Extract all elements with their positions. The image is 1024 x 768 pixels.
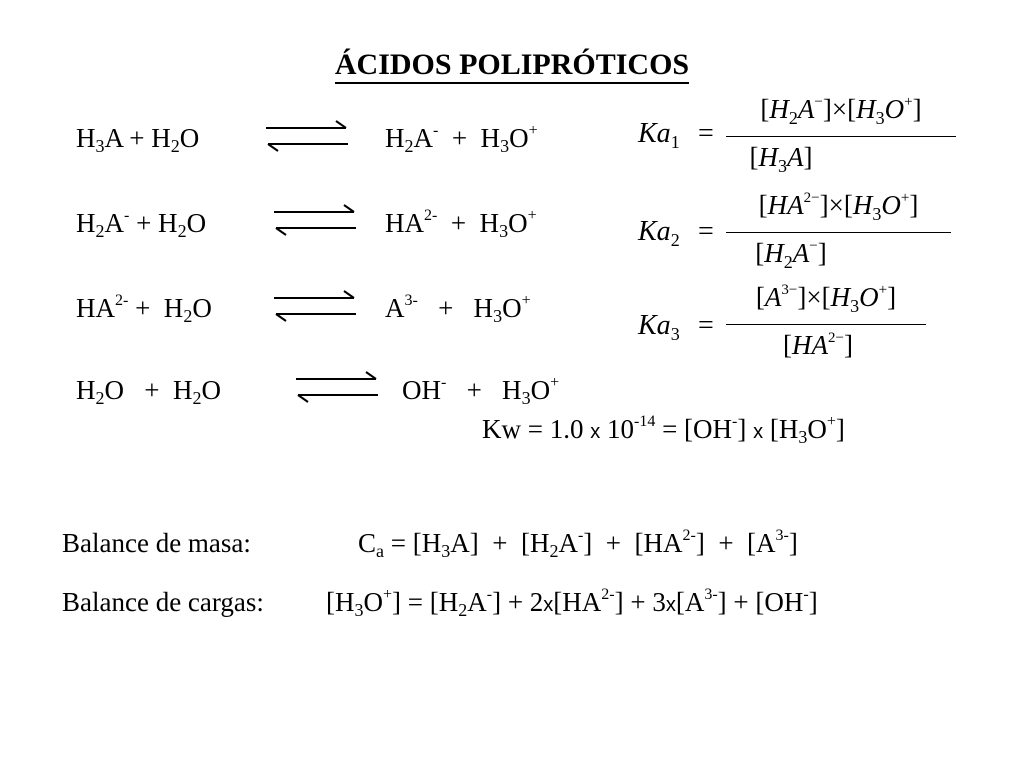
reaction-1-products: $H_2A^- + H_3O^+$	[385, 122, 538, 156]
reaction-3-products: $A^{3-} + H_3O^+$	[385, 292, 531, 326]
reaction-1-reactants: $H_3A + H_2O$	[76, 123, 200, 156]
equilibrium-arrow-icon	[292, 369, 382, 405]
reaction-4-products: $OH^- + H_3O^+$	[402, 374, 560, 408]
ka1-numerator: $[H_2A^-]\times[H_3O^+]$	[760, 94, 922, 128]
equilibrium-arrow-icon	[262, 118, 352, 154]
mass-balance-expression: $C_a = [H_3A] + [H_2A^-] + [HA^{2-}] + [A^{3-}]$	[358, 527, 798, 561]
ka1-denominator: $[H_3A]$	[749, 142, 813, 176]
reaction-2-reactants: $H_2A^- + H_2O$	[76, 207, 207, 241]
ka1-expression: $Ka_1$ = $[H_2A^-]\times[H_3O^+]$ $[H_3A]$	[638, 92, 968, 182]
ka2-expression: $Ka_2$ = $[HA^{2-}]\times[H_3O^+]$ $[H_2A^-]$	[638, 186, 968, 276]
kw-expression: Kw = 1.0 x $10^{-14} = [OH^-]$ x $[H_3O^+]$	[482, 413, 845, 447]
reaction-2-products: $HA^{2-} + H_3O^+$	[385, 207, 537, 241]
page-title: ÁCIDOS POLIPRÓTICOS	[0, 48, 1024, 82]
reaction-3-reactants: $HA^{2-} + H_2O$	[76, 292, 212, 326]
ka3-expression: $Ka_3$ = $[A^{3-}]\times[H_3O^+]$ $[HA^{2-}]$	[638, 278, 968, 368]
reaction-4-reactants: $H_2O + H_2O$	[76, 375, 221, 408]
charge-balance-expression: $[H_3O^+] = [H_2A^-] + 2x[HA^{2-}] + 3x[A^{3-}] + [OH^-]$	[326, 586, 818, 620]
ka3-numerator: $[A^{3-}]\times[H_3O^+]$	[755, 282, 897, 316]
equilibrium-arrow-icon	[270, 288, 360, 324]
charge-balance-label: Balance de cargas:	[62, 587, 264, 617]
ka2-denominator: $[H_2A^-]$	[755, 238, 827, 272]
ka2-numerator: $[HA^{2-}]\times[H_3O^+]$	[758, 190, 919, 224]
mass-balance-label: Balance de masa:	[62, 528, 251, 558]
ka3-denominator: $[HA^{2-}]$	[783, 330, 853, 360]
equilibrium-arrow-icon	[270, 202, 360, 238]
